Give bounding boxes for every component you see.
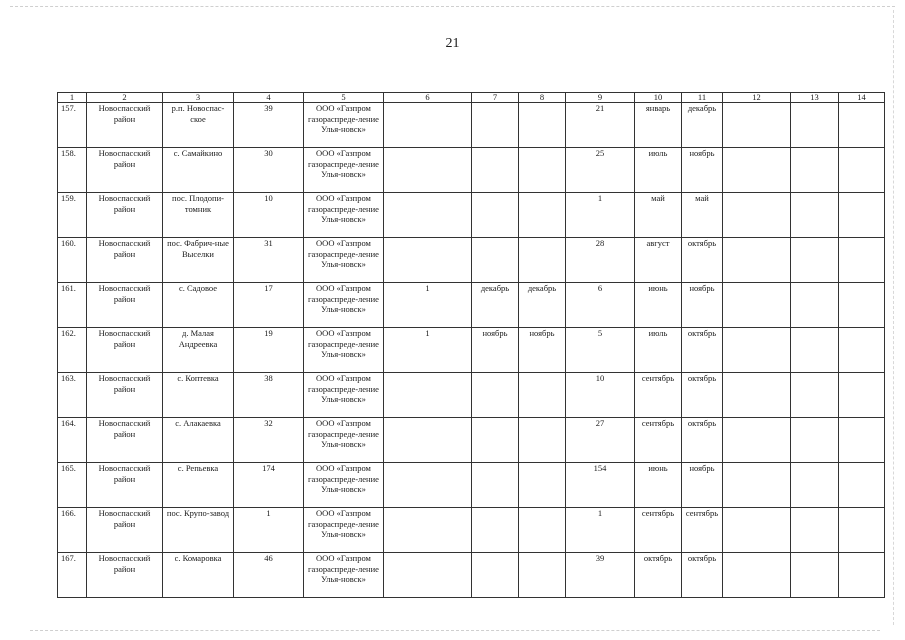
scan-right-border xyxy=(893,10,895,625)
col10-cell: январь xyxy=(635,103,682,148)
col9-cell: 5 xyxy=(566,328,635,373)
col8-cell xyxy=(519,238,566,283)
col13-cell xyxy=(791,463,839,508)
col12-cell xyxy=(723,148,791,193)
col7-cell: ноябрь xyxy=(472,328,519,373)
row-number: 164. xyxy=(58,418,87,463)
locality-cell: пос. Фабрич-ные Выселки xyxy=(163,238,234,283)
table-row xyxy=(58,283,885,328)
col7-cell xyxy=(472,373,519,418)
col13-cell xyxy=(791,283,839,328)
col4-cell: 17 xyxy=(234,283,304,328)
table-row xyxy=(58,463,885,508)
locality-cell: д. Малая Андреевка xyxy=(163,328,234,373)
col10-cell: август xyxy=(635,238,682,283)
col10-cell: июнь xyxy=(635,283,682,328)
column-header-9: 9 xyxy=(566,93,635,103)
col14-cell xyxy=(839,553,885,598)
col8-cell xyxy=(519,103,566,148)
scan-top-border xyxy=(10,6,895,8)
organization-cell: ООО «Газпром газораспреде-ление Улья-новск» xyxy=(304,463,384,508)
col8-cell xyxy=(519,508,566,553)
locality-cell: р.п. Новоспас-ское xyxy=(163,103,234,148)
col12-cell xyxy=(723,328,791,373)
district-cell: Новоспасский район xyxy=(87,508,163,553)
scan-bottom-border xyxy=(30,630,880,632)
row-number: 159. xyxy=(58,193,87,238)
row-number: 157. xyxy=(58,103,87,148)
table-row xyxy=(58,553,885,598)
col4-cell: 174 xyxy=(234,463,304,508)
locality-cell: с. Коптевка xyxy=(163,373,234,418)
col14-cell xyxy=(839,283,885,328)
col13-cell xyxy=(791,418,839,463)
col6-cell xyxy=(384,553,472,598)
column-header-12: 12 xyxy=(723,93,791,103)
col11-cell: октябрь xyxy=(682,328,723,373)
col9-cell: 10 xyxy=(566,373,635,418)
row-number: 167. xyxy=(58,553,87,598)
col11-cell: ноябрь xyxy=(682,148,723,193)
col11-cell: декабрь xyxy=(682,103,723,148)
col7-cell xyxy=(472,418,519,463)
district-cell: Новоспасский район xyxy=(87,373,163,418)
col11-cell: ноябрь xyxy=(682,283,723,328)
col4-cell: 46 xyxy=(234,553,304,598)
locality-cell: с. Самайкино xyxy=(163,148,234,193)
col13-cell xyxy=(791,373,839,418)
col10-cell: июнь xyxy=(635,463,682,508)
col10-cell: сентябрь xyxy=(635,418,682,463)
col6-cell xyxy=(384,238,472,283)
column-header-1: 1 xyxy=(58,93,87,103)
page-number: 21 xyxy=(445,36,460,51)
column-header-7: 7 xyxy=(472,93,519,103)
column-header-14: 14 xyxy=(839,93,885,103)
row-number: 158. xyxy=(58,148,87,193)
organization-cell: ООО «Газпром газораспреде-ление Улья-новск» xyxy=(304,148,384,193)
col9-cell: 154 xyxy=(566,463,635,508)
col4-cell: 1 xyxy=(234,508,304,553)
col9-cell: 28 xyxy=(566,238,635,283)
district-cell: Новоспасский район xyxy=(87,328,163,373)
district-cell: Новоспасский район xyxy=(87,193,163,238)
col14-cell xyxy=(839,238,885,283)
col10-cell: сентябрь xyxy=(635,373,682,418)
locality-cell: с. Садовое xyxy=(163,283,234,328)
col7-cell xyxy=(472,508,519,553)
col14-cell xyxy=(839,193,885,238)
col13-cell xyxy=(791,553,839,598)
col8-cell xyxy=(519,418,566,463)
column-header-3: 3 xyxy=(163,93,234,103)
table-row xyxy=(58,373,885,418)
district-cell: Новоспасский район xyxy=(87,283,163,328)
col7-cell xyxy=(472,103,519,148)
col4-cell: 39 xyxy=(234,103,304,148)
col12-cell xyxy=(723,418,791,463)
col12-cell xyxy=(723,553,791,598)
col6-cell: 1 xyxy=(384,283,472,328)
row-number: 163. xyxy=(58,373,87,418)
organization-cell: ООО «Газпром газораспреде-ление Улья-новск» xyxy=(304,373,384,418)
col11-cell: октябрь xyxy=(682,373,723,418)
table-row xyxy=(58,418,885,463)
col8-cell xyxy=(519,193,566,238)
col4-cell: 19 xyxy=(234,328,304,373)
col10-cell: май xyxy=(635,193,682,238)
col12-cell xyxy=(723,463,791,508)
col9-cell: 27 xyxy=(566,418,635,463)
table-row xyxy=(58,328,885,373)
table-row xyxy=(58,193,885,238)
table-row xyxy=(58,103,885,148)
col8-cell xyxy=(519,553,566,598)
col6-cell xyxy=(384,418,472,463)
col4-cell: 30 xyxy=(234,148,304,193)
col14-cell xyxy=(839,508,885,553)
col6-cell xyxy=(384,373,472,418)
col9-cell: 25 xyxy=(566,148,635,193)
col14-cell xyxy=(839,463,885,508)
col14-cell xyxy=(839,328,885,373)
column-header-10: 10 xyxy=(635,93,682,103)
organization-cell: ООО «Газпром газораспреде-ление Улья-новск» xyxy=(304,283,384,328)
col14-cell xyxy=(839,373,885,418)
col13-cell xyxy=(791,508,839,553)
col6-cell: 1 xyxy=(384,328,472,373)
locality-cell: с. Алакаевка xyxy=(163,418,234,463)
col13-cell xyxy=(791,103,839,148)
col12-cell xyxy=(723,283,791,328)
column-header-11: 11 xyxy=(682,93,723,103)
locality-cell: пос. Крупо-завод xyxy=(163,508,234,553)
col6-cell xyxy=(384,193,472,238)
col9-cell: 1 xyxy=(566,508,635,553)
organization-cell: ООО «Газпром газораспреде-ление Улья-новск» xyxy=(304,193,384,238)
table-row xyxy=(58,148,885,193)
col4-cell: 10 xyxy=(234,193,304,238)
col12-cell xyxy=(723,373,791,418)
organization-cell: ООО «Газпром газораспреде-ление Улья-новск» xyxy=(304,418,384,463)
col7-cell: декабрь xyxy=(472,283,519,328)
col11-cell: октябрь xyxy=(682,418,723,463)
row-number: 162. xyxy=(58,328,87,373)
col8-cell xyxy=(519,463,566,508)
col4-cell: 32 xyxy=(234,418,304,463)
col6-cell xyxy=(384,463,472,508)
col6-cell xyxy=(384,103,472,148)
col11-cell: октябрь xyxy=(682,553,723,598)
district-cell: Новоспасский район xyxy=(87,238,163,283)
district-cell: Новоспасский район xyxy=(87,463,163,508)
col9-cell: 1 xyxy=(566,193,635,238)
locality-cell: с. Репьевка xyxy=(163,463,234,508)
col14-cell xyxy=(839,148,885,193)
col7-cell xyxy=(472,463,519,508)
col7-cell xyxy=(472,193,519,238)
organization-cell: ООО «Газпром газораспреде-ление Улья-новск» xyxy=(304,103,384,148)
district-cell: Новоспасский район xyxy=(87,148,163,193)
col12-cell xyxy=(723,103,791,148)
row-number: 166. xyxy=(58,508,87,553)
col13-cell xyxy=(791,148,839,193)
organization-cell: ООО «Газпром газораспреде-ление Улья-новск» xyxy=(304,328,384,373)
col13-cell xyxy=(791,328,839,373)
col7-cell xyxy=(472,553,519,598)
col11-cell: май xyxy=(682,193,723,238)
col12-cell xyxy=(723,238,791,283)
schedule-table xyxy=(57,92,885,598)
col9-cell: 6 xyxy=(566,283,635,328)
col10-cell: сентябрь xyxy=(635,508,682,553)
locality-cell: пос. Плодопи-томник xyxy=(163,193,234,238)
col6-cell xyxy=(384,148,472,193)
col4-cell: 38 xyxy=(234,373,304,418)
column-header-8: 8 xyxy=(519,93,566,103)
table-body xyxy=(58,103,885,598)
col7-cell xyxy=(472,148,519,193)
district-cell: Новоспасский район xyxy=(87,553,163,598)
column-header-4: 4 xyxy=(234,93,304,103)
district-cell: Новоспасский район xyxy=(87,103,163,148)
col12-cell xyxy=(723,508,791,553)
col10-cell: октябрь xyxy=(635,553,682,598)
column-header-6: 6 xyxy=(384,93,472,103)
col10-cell: июль xyxy=(635,328,682,373)
col4-cell: 31 xyxy=(234,238,304,283)
row-number: 161. xyxy=(58,283,87,328)
district-cell: Новоспасский район xyxy=(87,418,163,463)
organization-cell: ООО «Газпром газораспреде-ление Улья-новск» xyxy=(304,508,384,553)
col12-cell xyxy=(723,193,791,238)
col8-cell xyxy=(519,373,566,418)
col8-cell xyxy=(519,148,566,193)
header-row xyxy=(58,93,885,103)
col11-cell: октябрь xyxy=(682,238,723,283)
col14-cell xyxy=(839,418,885,463)
col9-cell: 21 xyxy=(566,103,635,148)
organization-cell: ООО «Газпром газораспреде-ление Улья-новск» xyxy=(304,553,384,598)
column-header-2: 2 xyxy=(87,93,163,103)
col9-cell: 39 xyxy=(566,553,635,598)
column-header-5: 5 xyxy=(304,93,384,103)
col13-cell xyxy=(791,193,839,238)
row-number: 165. xyxy=(58,463,87,508)
col10-cell: июль xyxy=(635,148,682,193)
col7-cell xyxy=(472,238,519,283)
col13-cell xyxy=(791,238,839,283)
col8-cell: декабрь xyxy=(519,283,566,328)
col14-cell xyxy=(839,103,885,148)
col11-cell: сентябрь xyxy=(682,508,723,553)
col6-cell xyxy=(384,508,472,553)
locality-cell: с. Комаровка xyxy=(163,553,234,598)
col8-cell: ноябрь xyxy=(519,328,566,373)
row-number: 160. xyxy=(58,238,87,283)
table-row xyxy=(58,508,885,553)
organization-cell: ООО «Газпром газораспреде-ление Улья-новск» xyxy=(304,238,384,283)
table-row xyxy=(58,238,885,283)
column-header-13: 13 xyxy=(791,93,839,103)
col11-cell: ноябрь xyxy=(682,463,723,508)
